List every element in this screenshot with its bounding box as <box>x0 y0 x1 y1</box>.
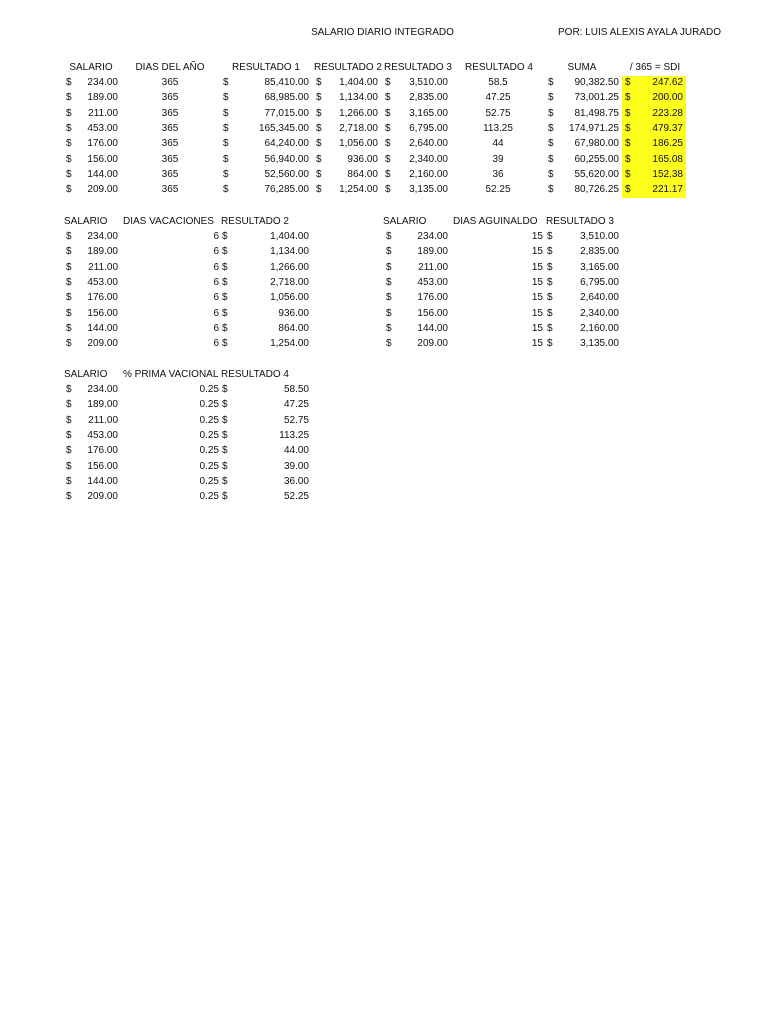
currency-sign: $ <box>66 414 72 426</box>
currency-sign: $ <box>548 168 554 180</box>
cell-resultado-2: 1,266.00 <box>270 261 309 273</box>
cell-dias-aguinaldo: 15 <box>531 292 543 304</box>
currency-sign: $ <box>66 246 72 258</box>
currency-sign: $ <box>66 168 72 180</box>
header-salario: SALARIO <box>383 216 427 227</box>
cell-salario: 234.00 <box>87 231 118 242</box>
cell-salario: 144.00 <box>87 322 118 334</box>
currency-sign: $ <box>223 92 229 104</box>
currency-sign: $ <box>548 77 554 88</box>
cell-suma: 60,255.00 <box>574 153 619 165</box>
cell-resultado-1: 77,015.00 <box>264 107 309 119</box>
currency-sign: $ <box>385 138 391 150</box>
sheet-title: SALARIO DIARIO INTEGRADO <box>311 27 454 38</box>
currency-sign: $ <box>385 168 391 180</box>
currency-sign: $ <box>385 107 391 119</box>
currency-sign: $ <box>316 107 322 119</box>
cell-resultado-2: 2,718.00 <box>339 122 378 134</box>
cell-dias: 365 <box>161 107 179 119</box>
currency-sign: $ <box>386 246 392 258</box>
currency-sign: $ <box>625 153 631 165</box>
currency-sign: $ <box>223 168 229 180</box>
currency-sign: $ <box>222 445 228 457</box>
header-resultado-3: RESULTADO 3 <box>384 62 452 73</box>
currency-sign: $ <box>386 276 392 288</box>
currency-sign: $ <box>316 184 322 196</box>
cell-dias: 365 <box>161 168 179 180</box>
cell-salario: 209.00 <box>417 338 448 350</box>
currency-sign: $ <box>223 153 229 165</box>
cell-resultado-3: 3,135.00 <box>409 184 448 196</box>
cell-resultado-3: 2,835.00 <box>409 92 448 104</box>
currency-sign: $ <box>625 122 631 134</box>
cell-salario: 176.00 <box>87 138 118 150</box>
cell-suma: 73,001.25 <box>574 92 619 104</box>
currency-sign: $ <box>223 138 229 150</box>
currency-sign: $ <box>223 77 229 88</box>
currency-sign: $ <box>385 153 391 165</box>
cell-salario: 156.00 <box>87 460 118 472</box>
currency-sign: $ <box>547 246 553 258</box>
cell-salario: 144.00 <box>87 475 118 487</box>
currency-sign: $ <box>222 322 228 334</box>
cell-porcentaje: 0.25 <box>199 460 219 472</box>
cell-salario: 189.00 <box>87 92 118 104</box>
currency-sign: $ <box>66 77 72 88</box>
cell-resultado-4: 44.00 <box>283 445 309 457</box>
currency-sign: $ <box>222 491 228 503</box>
cell-sdi: 479.37 <box>652 122 683 134</box>
cell-resultado-4: 39 <box>492 153 504 165</box>
cell-salario: 234.00 <box>87 77 118 88</box>
cell-resultado-2: 1,404.00 <box>270 231 309 242</box>
currency-sign: $ <box>625 138 631 150</box>
currency-sign: $ <box>547 231 553 242</box>
header-resultado-1: RESULTADO 1 <box>232 62 300 73</box>
currency-sign: $ <box>385 122 391 134</box>
cell-salario: 453.00 <box>87 429 118 441</box>
cell-resultado-3: 3,510.00 <box>409 77 448 88</box>
cell-salario: 453.00 <box>87 276 118 288</box>
cell-resultado-3: 2,835.00 <box>580 246 619 258</box>
cell-salario: 211.00 <box>88 261 118 273</box>
cell-porcentaje: 0.25 <box>199 414 219 426</box>
currency-sign: $ <box>222 292 228 304</box>
cell-dias-vacaciones: 6 <box>213 231 219 242</box>
currency-sign: $ <box>625 77 631 88</box>
currency-sign: $ <box>386 261 392 273</box>
currency-sign: $ <box>223 107 229 119</box>
header-dias-aguinaldo: DIAS AGUINALDO <box>453 216 538 227</box>
currency-sign: $ <box>547 276 553 288</box>
cell-resultado-2: 936.00 <box>347 153 378 165</box>
currency-sign: $ <box>66 107 72 119</box>
cell-resultado-1: 56,940.00 <box>264 153 309 165</box>
currency-sign: $ <box>316 138 322 150</box>
header-dias-del-anio: DIAS DEL AÑO <box>135 62 205 73</box>
cell-porcentaje: 0.25 <box>199 384 219 395</box>
header-salario: SALARIO <box>69 62 113 73</box>
cell-dias-vacaciones: 6 <box>213 338 219 350</box>
cell-resultado-2: 1,266.00 <box>339 107 378 119</box>
currency-sign: $ <box>222 261 228 273</box>
cell-suma: 55,620.00 <box>574 168 619 180</box>
currency-sign: $ <box>222 399 228 411</box>
currency-sign: $ <box>223 122 229 134</box>
cell-suma: 90,382.50 <box>574 77 619 88</box>
cell-salario: 234.00 <box>87 384 118 395</box>
cell-dias-aguinaldo: 15 <box>531 322 543 334</box>
cell-dias: 365 <box>161 122 179 134</box>
cell-resultado-4: 52.75 <box>283 414 309 426</box>
currency-sign: $ <box>548 92 554 104</box>
cell-resultado-2: 936.00 <box>278 307 309 319</box>
cell-salario: 234.00 <box>417 231 448 242</box>
currency-sign: $ <box>66 460 72 472</box>
cell-resultado-4: 47.25 <box>485 92 511 104</box>
currency-sign: $ <box>547 338 553 350</box>
cell-resultado-2: 1,254.00 <box>270 338 309 350</box>
cell-salario: 209.00 <box>87 491 118 503</box>
cell-resultado-4: 58.5 <box>488 77 508 88</box>
cell-resultado-4: 36 <box>492 168 504 180</box>
cell-dias-aguinaldo: 15 <box>531 261 543 273</box>
cell-sdi: 152.38 <box>652 168 683 180</box>
cell-salario: 144.00 <box>417 322 448 334</box>
currency-sign: $ <box>66 307 72 319</box>
currency-sign: $ <box>547 292 553 304</box>
cell-salario: 209.00 <box>87 184 118 196</box>
cell-resultado-3: 3,165.00 <box>580 261 619 273</box>
currency-sign: $ <box>625 184 631 196</box>
header-salario: SALARIO <box>64 369 108 380</box>
currency-sign: $ <box>66 231 72 242</box>
cell-salario: 189.00 <box>417 246 448 258</box>
currency-sign: $ <box>223 184 229 196</box>
header-resultado-3: RESULTADO 3 <box>546 216 614 227</box>
currency-sign: $ <box>66 92 72 104</box>
cell-porcentaje: 0.25 <box>199 491 219 503</box>
cell-resultado-4: 52.25 <box>283 491 309 503</box>
currency-sign: $ <box>222 475 228 487</box>
currency-sign: $ <box>548 122 554 134</box>
currency-sign: $ <box>66 138 72 150</box>
cell-resultado-3: 2,640.00 <box>580 292 619 304</box>
cell-resultado-3: 2,340.00 <box>580 307 619 319</box>
header-resultado-4: RESULTADO 4 <box>465 62 533 73</box>
currency-sign: $ <box>66 261 72 273</box>
cell-resultado-1: 52,560.00 <box>264 168 309 180</box>
currency-sign: $ <box>66 122 72 134</box>
currency-sign: $ <box>385 92 391 104</box>
currency-sign: $ <box>625 168 631 180</box>
cell-resultado-4: 113.25 <box>483 122 513 134</box>
currency-sign: $ <box>66 292 72 304</box>
cell-sdi: 247.62 <box>652 77 683 88</box>
cell-salario: 453.00 <box>417 276 448 288</box>
currency-sign: $ <box>222 246 228 258</box>
cell-resultado-2: 1,056.00 <box>339 138 378 150</box>
currency-sign: $ <box>547 307 553 319</box>
cell-resultado-2: 1,254.00 <box>339 184 378 196</box>
currency-sign: $ <box>386 231 392 242</box>
currency-sign: $ <box>66 276 72 288</box>
header-resultado-2: RESULTADO 2 <box>221 216 289 227</box>
currency-sign: $ <box>625 107 631 119</box>
header-resultado-4: RESULTADO 4 <box>221 369 289 380</box>
cell-dias: 365 <box>161 77 179 88</box>
currency-sign: $ <box>222 429 228 441</box>
cell-salario: 176.00 <box>417 292 448 304</box>
currency-sign: $ <box>385 184 391 196</box>
cell-resultado-4: 39.00 <box>283 460 309 472</box>
currency-sign: $ <box>547 322 553 334</box>
currency-sign: $ <box>66 153 72 165</box>
cell-dias-vacaciones: 6 <box>213 276 219 288</box>
cell-suma: 174,971.25 <box>568 122 619 134</box>
header-resultado-2: RESULTADO 2 <box>314 62 382 73</box>
cell-sdi: 221.17 <box>652 184 683 196</box>
cell-resultado-4: 36.00 <box>283 475 309 487</box>
currency-sign: $ <box>386 338 392 350</box>
cell-dias-aguinaldo: 15 <box>531 307 543 319</box>
cell-resultado-3: 3,510.00 <box>580 231 619 242</box>
cell-salario: 156.00 <box>417 307 448 319</box>
currency-sign: $ <box>66 338 72 350</box>
cell-resultado-2: 864.00 <box>278 322 309 334</box>
currency-sign: $ <box>222 338 228 350</box>
currency-sign: $ <box>548 153 554 165</box>
cell-salario: 176.00 <box>87 445 118 457</box>
cell-dias-vacaciones: 6 <box>213 246 219 258</box>
currency-sign: $ <box>222 384 228 395</box>
cell-dias-aguinaldo: 15 <box>531 246 543 258</box>
cell-sdi: 165.08 <box>652 153 683 165</box>
cell-resultado-4: 52.25 <box>485 184 511 196</box>
cell-porcentaje: 0.25 <box>199 429 219 441</box>
currency-sign: $ <box>316 168 322 180</box>
cell-salario: 209.00 <box>87 338 118 350</box>
currency-sign: $ <box>66 491 72 503</box>
cell-resultado-3: 2,640.00 <box>409 138 448 150</box>
currency-sign: $ <box>222 276 228 288</box>
cell-suma: 81,498.75 <box>574 107 619 119</box>
cell-resultado-3: 3,135.00 <box>580 338 619 350</box>
cell-dias-aguinaldo: 15 <box>531 276 543 288</box>
cell-resultado-4: 52.75 <box>485 107 511 119</box>
currency-sign: $ <box>385 77 391 88</box>
currency-sign: $ <box>222 307 228 319</box>
currency-sign: $ <box>548 138 554 150</box>
cell-dias: 365 <box>161 153 179 165</box>
currency-sign: $ <box>222 231 228 242</box>
cell-resultado-1: 68,985.00 <box>264 92 309 104</box>
header-sdi: / 365 = SDI <box>629 62 681 73</box>
currency-sign: $ <box>548 107 554 119</box>
currency-sign: $ <box>66 322 72 334</box>
currency-sign: $ <box>222 460 228 472</box>
cell-salario: 144.00 <box>87 168 118 180</box>
cell-resultado-3: 3,165.00 <box>409 107 448 119</box>
currency-sign: $ <box>548 184 554 196</box>
cell-resultado-1: 76,285.00 <box>264 184 309 196</box>
header-dias-vacaciones: DIAS VACACIONES <box>123 216 214 227</box>
currency-sign: $ <box>625 92 631 104</box>
cell-resultado-2: 1,404.00 <box>339 77 378 88</box>
header-prima-vacacional: % PRIMA VACIONAL <box>123 369 219 380</box>
header-salario: SALARIO <box>64 216 108 227</box>
currency-sign: $ <box>66 445 72 457</box>
author-label: POR: LUIS ALEXIS AYALA JURADO <box>558 27 722 38</box>
cell-resultado-3: 6,795.00 <box>580 276 619 288</box>
cell-dias-vacaciones: 6 <box>213 261 219 273</box>
cell-resultado-4: 58.50 <box>283 384 309 395</box>
cell-dias-vacaciones: 6 <box>213 307 219 319</box>
cell-salario: 189.00 <box>87 399 118 411</box>
currency-sign: $ <box>316 122 322 134</box>
currency-sign: $ <box>316 92 322 104</box>
cell-resultado-3: 6,795.00 <box>409 122 448 134</box>
cell-dias-vacaciones: 6 <box>213 322 219 334</box>
cell-porcentaje: 0.25 <box>199 475 219 487</box>
cell-salario: 211.00 <box>88 107 118 119</box>
currency-sign: $ <box>386 292 392 304</box>
cell-dias-aguinaldo: 15 <box>531 338 543 350</box>
cell-salario: 156.00 <box>87 153 118 165</box>
cell-resultado-3: 2,160.00 <box>580 322 619 334</box>
cell-dias: 365 <box>161 184 179 196</box>
currency-sign: $ <box>66 184 72 196</box>
cell-dias: 365 <box>161 138 179 150</box>
cell-salario: 211.00 <box>418 261 448 273</box>
cell-salario: 453.00 <box>87 122 118 134</box>
cell-suma: 67,980.00 <box>574 138 619 150</box>
cell-salario: 156.00 <box>87 307 118 319</box>
cell-resultado-1: 64,240.00 <box>264 138 309 150</box>
currency-sign: $ <box>66 399 72 411</box>
cell-resultado-2: 1,134.00 <box>270 246 309 258</box>
cell-resultado-1: 165,345.00 <box>258 122 309 134</box>
cell-resultado-2: 864.00 <box>347 168 378 180</box>
currency-sign: $ <box>386 322 392 334</box>
cell-dias-aguinaldo: 15 <box>531 231 543 242</box>
cell-sdi: 200.00 <box>652 92 683 104</box>
currency-sign: $ <box>66 475 72 487</box>
cell-resultado-2: 2,718.00 <box>270 276 309 288</box>
cell-resultado-1: 85,410.00 <box>264 77 309 88</box>
cell-porcentaje: 0.25 <box>199 399 219 411</box>
header-suma: SUMA <box>567 62 597 73</box>
cell-porcentaje: 0.25 <box>199 445 219 457</box>
currency-sign: $ <box>66 384 72 395</box>
cell-resultado-3: 2,340.00 <box>409 153 448 165</box>
currency-sign: $ <box>316 153 322 165</box>
cell-dias-vacaciones: 6 <box>213 292 219 304</box>
cell-resultado-3: 2,160.00 <box>409 168 448 180</box>
cell-suma: 80,726.25 <box>574 184 619 196</box>
currency-sign: $ <box>386 307 392 319</box>
cell-salario: 176.00 <box>87 292 118 304</box>
cell-dias: 365 <box>161 92 179 104</box>
cell-salario: 189.00 <box>87 246 118 258</box>
cell-resultado-4: 47.25 <box>283 399 309 411</box>
currency-sign: $ <box>222 414 228 426</box>
cell-resultado-4: 44 <box>492 138 504 150</box>
currency-sign: $ <box>66 429 72 441</box>
currency-sign: $ <box>547 261 553 273</box>
cell-sdi: 223.28 <box>652 107 683 119</box>
currency-sign: $ <box>316 77 322 88</box>
cell-resultado-2: 1,134.00 <box>339 92 378 104</box>
cell-resultado-4: 113.25 <box>279 429 309 441</box>
cell-resultado-2: 1,056.00 <box>270 292 309 304</box>
cell-sdi: 186.25 <box>652 138 683 150</box>
cell-salario: 211.00 <box>88 414 118 426</box>
